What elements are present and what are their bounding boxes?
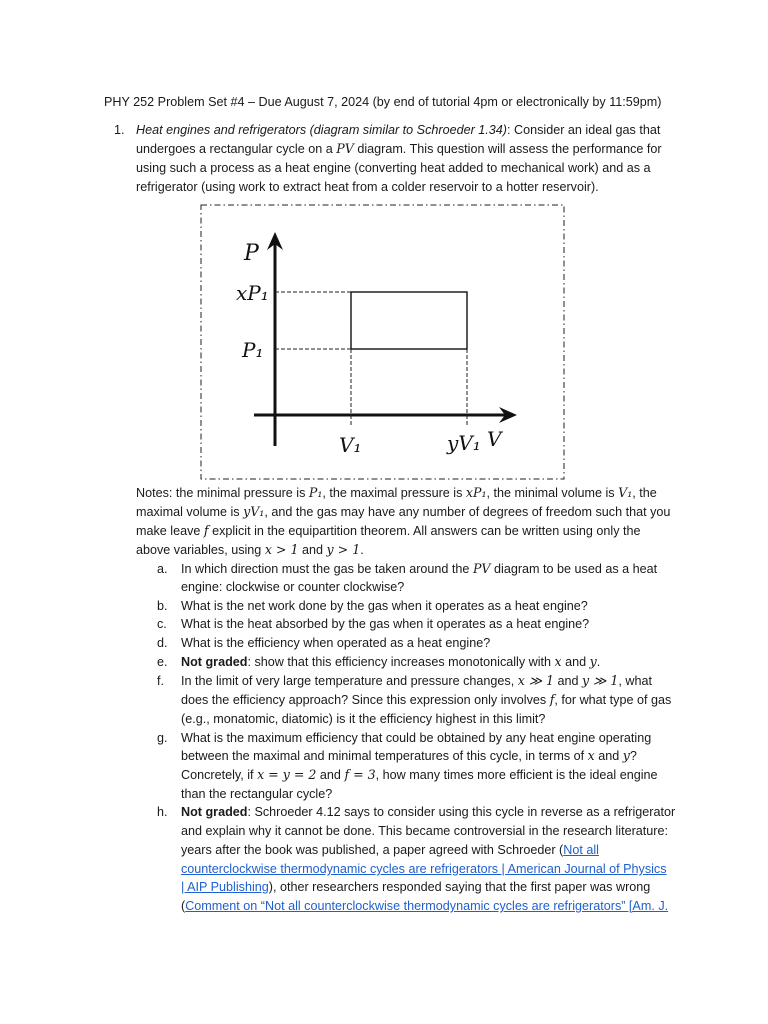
notes-text: and [302,543,324,557]
part-h-line3 [181,841,599,859]
part-g-label: g. [157,731,168,745]
notes-line1 [136,484,657,502]
notes-line2 [136,503,670,521]
notes-text: , the maximal pressure is [322,486,463,500]
not-graded-label: Not graded [181,805,248,819]
math-x: x [587,748,595,763]
notes-text: , and the gas may have any number of degrees of freedom such that you [264,505,671,519]
y-tick-high-label: xP₁ [236,281,269,305]
part-e-label: e. [157,655,168,669]
part-f-line3: (e.g., monatomic, diatomic) is it the efficiency highest in this limit? [181,712,546,726]
part-b-text: What is the net work done by the gas when it operates as a heat engine? [181,599,588,613]
part-h-line4 [181,860,667,878]
part-text: In the limit of very large temperature and pressure changes, [181,674,515,688]
math-xP1: xP₁ [465,485,487,500]
part-e-text [181,653,600,671]
part-g-line3 [181,766,658,784]
part-h-line2: and explain why it cannot be done. This became controversial in the research literature: [181,824,668,838]
part-text: does the efficiency approach? Since this expression only involves [181,693,547,707]
not-graded-label: Not graded [181,655,248,669]
notes-text: . [360,543,364,557]
part-text: . [596,655,601,669]
math-x-gg-1: x ≫ 1 [517,673,555,688]
math-y: y [622,748,630,763]
part-c-label: c. [157,617,167,631]
notes-text: maximal volume is [136,505,240,519]
part-c-text: What is the heat absorbed by the gas when it operates as a heat engine? [181,617,590,631]
ajp-article-link[interactable]: counterclockwise thermodynamic cycles are refrigerators | American Journal of Physics [181,862,667,876]
part-a-line1 [181,560,657,578]
math-y: y [589,654,597,669]
notes-text: , the minimal volume is [486,486,615,500]
part-h-line5 [181,878,650,896]
part-text: : Schroeder 4.12 says to consider using this cycle in reverse as a refrigerator [247,805,676,819]
part-a-label: a. [157,562,168,576]
x-tick-high-label: yV₁ [447,431,481,455]
notes-text: above variables, using [136,543,262,557]
part-text: , what [618,674,652,688]
x-axis-label: V [487,427,502,451]
page-title: PHY 252 Problem Set #4 – Due August 7, 2024 (by end of tutorial 4pm or electronically by 11:59pm) [104,95,662,109]
notes-text: make leave [136,524,201,538]
problem-intro-line1 [136,121,660,139]
part-text: and [319,768,341,782]
part-text: diagram to be used as a heat [494,562,658,576]
notes-line4 [136,541,364,559]
intro-text: : Consider an ideal gas that [507,123,661,137]
math-x-y-2: x = y = 2 [257,767,317,782]
math-y-gt-1: y > 1 [326,542,361,557]
part-text: ), other researchers responded saying that the first paper was wrong [268,880,651,894]
intro-text: undergoes a rectangular cycle on a [136,142,333,156]
y-axis-label: P [244,241,259,266]
problem-intro-line3: using such a process as a heat engine (converting heat added to mechanical work) and as a [136,161,651,175]
part-text: and [565,655,587,669]
problem-heading: Heat engines and refrigerators (diagram similar to Schroeder 1.34) [136,123,507,137]
part-h-label: h. [157,805,168,819]
problem-number: 1. [114,123,125,137]
problem-intro-line2 [136,140,662,158]
part-text: , for what type of gas [554,693,672,707]
problem-intro-line4: refrigerator (using work to extract heat from a colder reservoir to a hotter reservoir). [136,180,599,194]
math-f-3: f = 3 [344,767,376,782]
notes-line3 [136,522,641,540]
part-b-label: b. [157,599,168,613]
part-f-label: f. [157,674,164,688]
notes-text: , the [632,486,657,500]
math-x-gt-1: x > 1 [264,542,299,557]
part-g-line4: than the rectangular cycle? [181,787,333,801]
ajp-article-link[interactable]: | AIP Publishing [181,880,269,894]
math-f: f [549,692,555,707]
x-tick-low-label: V₁ [339,433,362,457]
math-V1: V₁ [618,485,633,500]
part-text: In which direction must the gas be taken around the [181,562,470,576]
comment-article-link[interactable]: Comment on “Not all counterclockwise thermodynamic cycles are refrigerators” [Am. J. [185,899,669,913]
part-text: between the maximal and minimal temperatures of this cycle, in terms of [181,749,585,763]
part-a-line2: engine: clockwise or counter clockwise? [181,580,405,594]
pv-diagram [200,204,566,482]
part-text: ? [629,749,637,763]
part-f-line1 [181,672,652,690]
part-d-label: d. [157,636,168,650]
part-text: ( [181,899,186,913]
math-f: f [203,523,209,538]
intro-text: diagram. This question will assess the performance for [357,142,662,156]
part-text: Concretely, if [181,768,254,782]
part-f-line2 [181,691,671,709]
part-text: and [598,749,620,763]
y-tick-low-label: P₁ [242,338,264,362]
part-g-line2 [181,747,637,765]
math-y-gg-1: y ≫ 1 [582,673,619,688]
cycle-rectangle [351,292,467,349]
notes-text: explicit in the equipartition theorem. All answers can be written using only the [212,524,641,538]
math-yV1: yV₁ [243,504,265,519]
part-h-line1 [181,803,675,821]
math-pv: PV [336,141,354,156]
math-P1: P₁ [308,485,323,500]
part-text: , how many times more efficient is the ideal engine [375,768,658,782]
math-pv: PV [472,561,491,576]
part-text: years after the book was published, a paper agreed with Schroeder ( [181,843,564,857]
math-x: x [554,654,562,669]
part-h-line6 [181,897,668,915]
part-text: and [557,674,579,688]
ajp-article-link[interactable]: Not all [563,843,599,857]
notes-text: Notes: the minimal pressure is [136,486,306,500]
part-g-line1: What is the maximum efficiency that could be obtained by any heat engine operating [181,731,652,745]
part-text: : show that this efficiency increases monotonically with [247,655,552,669]
part-d-text: What is the efficiency when operated as a heat engine? [181,636,491,650]
